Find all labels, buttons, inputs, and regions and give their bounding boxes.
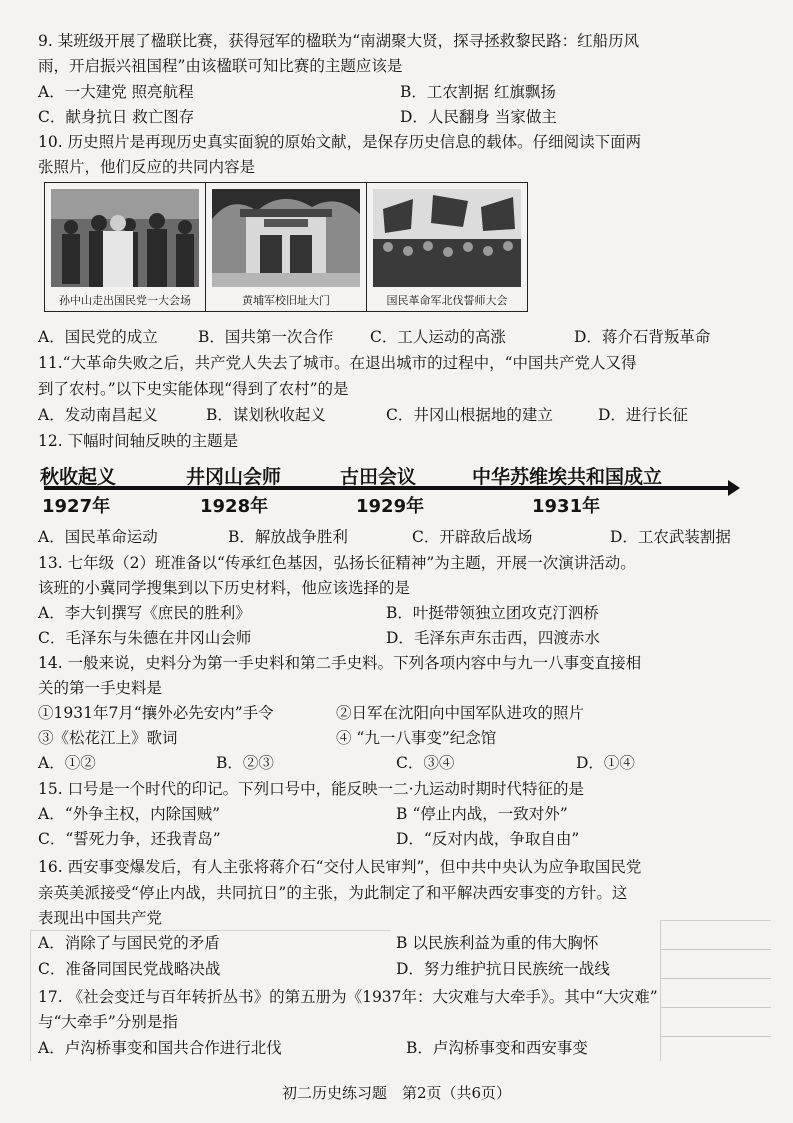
q13-stem-line1: 13. 七年级（2）班准备以“传承红色基因，弘扬长征精神”为主题，开展一次演讲活动。 xyxy=(38,554,636,572)
q10-photo-2 xyxy=(206,183,367,311)
q9-option-d: D．人民翻身 当家做主 xyxy=(400,108,557,126)
timeline-year: 1931年 xyxy=(532,496,601,517)
q16-options-row2 xyxy=(38,958,768,980)
q14-stem-line2: 关的第一手史料是 xyxy=(38,679,163,697)
q14-option-b: B．②③ xyxy=(216,754,274,772)
timeline-event: 秋收起义 xyxy=(40,466,117,488)
q14-item-2: ②日军在沈阳向中国军队进攻的照片 xyxy=(336,704,585,722)
crowd-photo-icon xyxy=(51,189,199,287)
q11-stem-line1: 11.“大革命失败之后，共产党人失去了城市。在退出城市的过程中，“中国共产党人又得 xyxy=(38,354,637,372)
q9-option-b: B．工农割据 红旗飘扬 xyxy=(400,83,556,101)
q10-option-b: B．国共第一次合作 xyxy=(198,328,334,346)
q16-option-a: A．消除了与国民党的矛盾 xyxy=(38,934,220,952)
timeline-event: 中华苏维埃共和国成立 xyxy=(472,466,663,488)
q13-option-b: B．叶挺带领独立团攻克汀泗桥 xyxy=(386,604,599,622)
q12-stem: 12. 下幅时间轴反映的主题是 xyxy=(38,432,239,450)
rally-photo-icon xyxy=(373,189,521,287)
q14-options xyxy=(38,752,768,774)
q12-option-a: A．国民革命运动 xyxy=(38,528,158,546)
q15-option-b: B “停止内战，一致对外” xyxy=(396,805,568,823)
q16-stem-line1: 16. 西安事变爆发后，有人主张将蒋介石“交付人民审判”，但中共中央认为应争取国民党 xyxy=(38,858,642,876)
q13-stem-line2: 该班的小冀同学搜集到以下历史材料，他应该选择的是 xyxy=(38,579,411,597)
q17-option-b: B．卢沟桥事变和西安事变 xyxy=(406,1039,588,1057)
q16-stem-line3: 表现出中国共产党 xyxy=(38,909,163,927)
q9-options-row1 xyxy=(38,81,768,103)
q16-option-d: D．努力维护抗日民族统一战线 xyxy=(396,960,610,978)
q13-option-c: C．毛泽东与朱德在井冈山会师 xyxy=(38,629,252,647)
q10-option-d: D．蒋介石背叛革命 xyxy=(574,328,711,346)
q16-option-b: B 以民族利益为重的伟大胸怀 xyxy=(396,934,599,952)
q9-stem-line1: 9. 某班级开展了楹联比赛，获得冠军的楹联为“南湖聚大贤，探寻拯救黎民路：红船历风 xyxy=(38,32,640,50)
q10-option-a: A．国民党的成立 xyxy=(38,328,158,346)
q12-timeline xyxy=(38,462,743,522)
q14-stem-line1: 14. 一般来说，史料分为第一手史料和第二手史料。下列各项内容中与九一八事变直接相 xyxy=(38,654,642,672)
q14-item-4: ④ “九一八事变”纪念馆 xyxy=(336,729,497,747)
q11-option-c: C．井冈山根据地的建立 xyxy=(386,406,553,424)
timeline-arrow-icon xyxy=(728,480,740,496)
q14-items-row2 xyxy=(38,727,768,749)
q11-option-a: A．发动南昌起义 xyxy=(38,406,158,424)
q9-option-c: C．献身抗日 救亡图存 xyxy=(38,108,195,126)
q10-photo-strip xyxy=(44,182,528,312)
q12-options xyxy=(38,526,768,548)
q10-options xyxy=(38,326,768,348)
q17-options xyxy=(38,1037,768,1059)
q14-option-c: C．③④ xyxy=(396,754,455,772)
q14-items-row1 xyxy=(38,702,768,724)
q14-item-3: ③《松花江上》歌词 xyxy=(38,729,178,747)
q14-item-1: ①1931年7月“攘外必先安内”手令 xyxy=(38,704,274,722)
q15-options-row1 xyxy=(38,803,768,825)
q17-stem-line2: 与“大牵手”分别是指 xyxy=(38,1013,178,1031)
q10-photo-3-caption: 国民革命军北伐誓师大会 xyxy=(386,294,508,307)
q16-stem-line2: 亲英美派接受“停止内战，共同抗日”的主张，为此制定了和平解决西安事变的方针。这 xyxy=(38,884,628,902)
page-footer: 初二历史练习题 第2页（共6页） xyxy=(281,1084,512,1102)
q10-photo-1-caption: 孙中山走出国民党一大会场 xyxy=(59,294,191,307)
q15-option-a: A．“外争主权，内除国贼” xyxy=(38,805,221,823)
q12-option-b: B．解放战争胜利 xyxy=(228,528,348,546)
q10-stem-line2: 张照片，他们反应的共同内容是 xyxy=(38,158,256,176)
q15-stem: 15. 口号是一个时代的印记。下列口号中，能反映一二·九运动时期时代特征的是 xyxy=(38,780,585,798)
q15-option-c: C．“誓死力争，还我青岛” xyxy=(38,830,221,848)
q11-stem-line2: 到了农村。”以下史实能体现“得到了农村”的是 xyxy=(38,380,349,398)
q9-option-a: A．一大建党 照亮航程 xyxy=(38,83,194,101)
q14-option-d: D．①④ xyxy=(576,754,635,772)
q16-options-row1 xyxy=(38,932,768,954)
q10-photo-3 xyxy=(367,183,527,311)
q10-option-c: C．工人运动的高涨 xyxy=(370,328,506,346)
q16-option-c: C．准备同国民党战略决战 xyxy=(38,960,221,978)
q11-option-b: B．谋划秋收起义 xyxy=(206,406,326,424)
q9-stem-line2: 雨，开启振兴祖国程”由该楹联可知比赛的主题应该是 xyxy=(38,57,403,75)
timeline-year: 1929年 xyxy=(356,496,425,517)
timeline-event: 井冈山会师 xyxy=(186,466,282,488)
q13-options-row1 xyxy=(38,602,768,624)
timeline-year: 1927年 xyxy=(42,496,111,517)
q13-option-d: D．毛泽东声东击西，四渡赤水 xyxy=(386,629,600,647)
q15-options-row2 xyxy=(38,828,768,850)
q13-option-a: A．李大钊撰写《庶民的胜利》 xyxy=(38,604,251,622)
timeline-event: 古田会议 xyxy=(340,466,417,488)
q9-options-row2 xyxy=(38,106,768,128)
q10-photo-2-caption: 黄埔军校旧址大门 xyxy=(242,294,330,307)
gate-photo-icon xyxy=(212,189,360,287)
q11-option-d: D．进行长征 xyxy=(598,406,688,424)
q15-option-d: D．“反对内战，争取自由” xyxy=(396,830,580,848)
q11-options xyxy=(38,404,768,426)
q12-option-c: C．开辟敌后战场 xyxy=(412,528,533,546)
timeline-year: 1928年 xyxy=(200,496,269,517)
q13-options-row2 xyxy=(38,627,768,649)
q10-photo-1 xyxy=(45,183,206,311)
q17-stem-line1: 17. 《社会变迁与百年转折丛书》的第五册为《1937年：大灾难与大牵手》。其中“大灾难” xyxy=(38,988,658,1006)
q17-option-a: A．卢沟桥事变和国共合作进行北伐 xyxy=(38,1039,282,1057)
q14-option-a: A．①② xyxy=(38,754,96,772)
q12-option-d: D．工农武装割据 xyxy=(610,528,731,546)
q10-stem-line1: 10. 历史照片是再现历史真实面貌的原始文献，是保存历史信息的载体。仔细阅读下面两 xyxy=(38,133,642,151)
